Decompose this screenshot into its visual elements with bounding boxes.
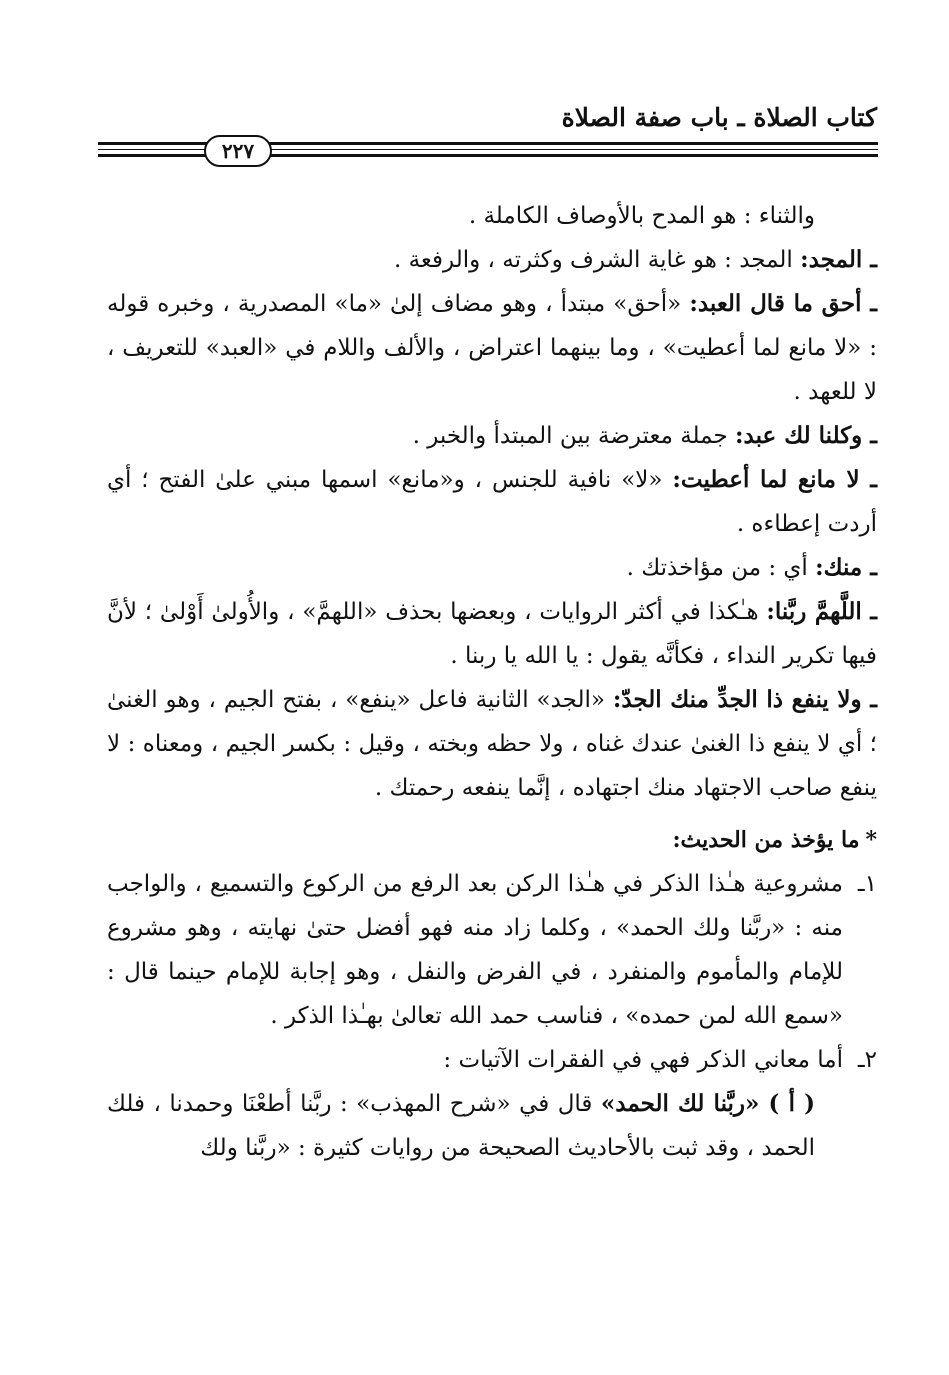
glossary-definition: أي : من مؤاخذتك .: [626, 555, 816, 581]
glossary-definition: «لا» نافية للجنس ، و«مانع» اسمها مبني علىٰ الفتح ؛ أي أردت إعطاءه .: [107, 467, 877, 537]
list-item-text: أما معاني الذكر فهي في الفقرات الآتيات :: [443, 1047, 843, 1073]
glossary-definition: هـٰكذا في أكثر الروايات ، وبعضها بحذف «اللهمَّ» ، والأُولىٰ أَوْلىٰ ؛ لأنَّ فيها تكرير النداء ، فكأنَّه يقول : يا الله يا ربنا .: [107, 599, 877, 669]
page-number-badge: ٢٢٧: [204, 135, 272, 167]
paragraph-la-mani: [107, 458, 877, 546]
section-heading-text: ما يؤخذ من الحديث:: [672, 827, 860, 853]
glossary-term: ـ اللَّهمَّ ربَّنا:: [766, 598, 877, 625]
glossary-definition: المجد : هو غاية الشرف وكثرته ، والرفعة .: [393, 247, 801, 273]
glossary-term: ـ منك:: [815, 554, 877, 581]
glossary-term: ـ المجد:: [800, 246, 877, 273]
paragraph-minka: [107, 546, 877, 590]
paragraph-text: والثناء : هو المدح بالأوصاف الكاملة .: [468, 203, 815, 229]
list-item-text: مشروعية هـٰذا الذكر في هـٰذا الركن بعد الرفع من الركوع والتسميع ، والواجب منه : «ربَّنا ولك الحمد» ، وكلما زاد منه فهو أفضل حتىٰ نهايته ، وهو مشروع للإمام والمأموم والمنفرد ، في الفرض والنفل ، وهو إجابة للإمام حينما قال : «سمع الله لمن حمده» ، فناسب حمد الله تعالىٰ بهـٰذا الذكر .: [107, 871, 843, 1029]
glossary-term: ـ لا مانع لما أعطيت:: [672, 466, 877, 493]
glossary-definition: «أحق» مبتدأ ، وهو مضاف إلىٰ «ما» المصدرية ، وخبره قوله : «لا مانع لما أعطيت» ، وما بينهما اعتراض ، والألف واللام في «العبد» للتعريف ، لا للعهد .: [107, 291, 877, 405]
list-item-1: [107, 862, 877, 1038]
header-rule: [98, 134, 878, 164]
paragraph-jadd: [107, 678, 877, 810]
list-item-2: [107, 1038, 877, 1082]
section-star-marker: *: [865, 827, 877, 853]
list-item-number: ١ـ: [857, 871, 877, 897]
page-body: [107, 194, 877, 1170]
paragraph-thana: [107, 194, 877, 238]
paragraph-majd: [107, 238, 877, 282]
list-item-number: ٢ـ: [857, 1047, 877, 1073]
running-header-title: كتاب الصلاة ـ باب صفة الصلاة: [561, 103, 877, 132]
glossary-definition: «الجد» الثانية فاعل «ينفع» ، بفتح الجيم ، وهو الغنىٰ ؛ أي لا ينفع ذا الغنىٰ عندك غناه ، ولا حظه وبخته ، وقيل : بكسر الجيم ، ومعناه : لا ينفع صاحب الاجتهاد منك اجتهاده ، إنَّما ينفعه رحمتك .: [107, 687, 877, 801]
glossary-term: ـ ولا ينفع ذا الجدِّ منك الجدّ:: [612, 686, 877, 713]
glossary-definition: جملة معترضة بين المبتدأ والخبر .: [412, 423, 735, 449]
sub-item-a: [107, 1082, 877, 1170]
glossary-term: ـ وكلنا لك عبد:: [735, 422, 877, 449]
sub-item-label: ( أ ) «ربَّنا لك الحمد»: [600, 1090, 815, 1117]
paragraph-kulluna: [107, 414, 877, 458]
paragraph-ahaq: [107, 282, 877, 414]
section-heading: [107, 818, 877, 862]
sub-item-text: قال في «شرح المهذب» : ربَّنا أطعْنَا وحمدنا ، فلك الحمد ، وقد ثبت بالأحاديث الصحيحة من روايات كثيرة : «ربَّنا ولك: [107, 1091, 815, 1161]
paragraph-allahumma: [107, 590, 877, 678]
glossary-term: ـ أحق ما قال العبد:: [689, 290, 877, 317]
